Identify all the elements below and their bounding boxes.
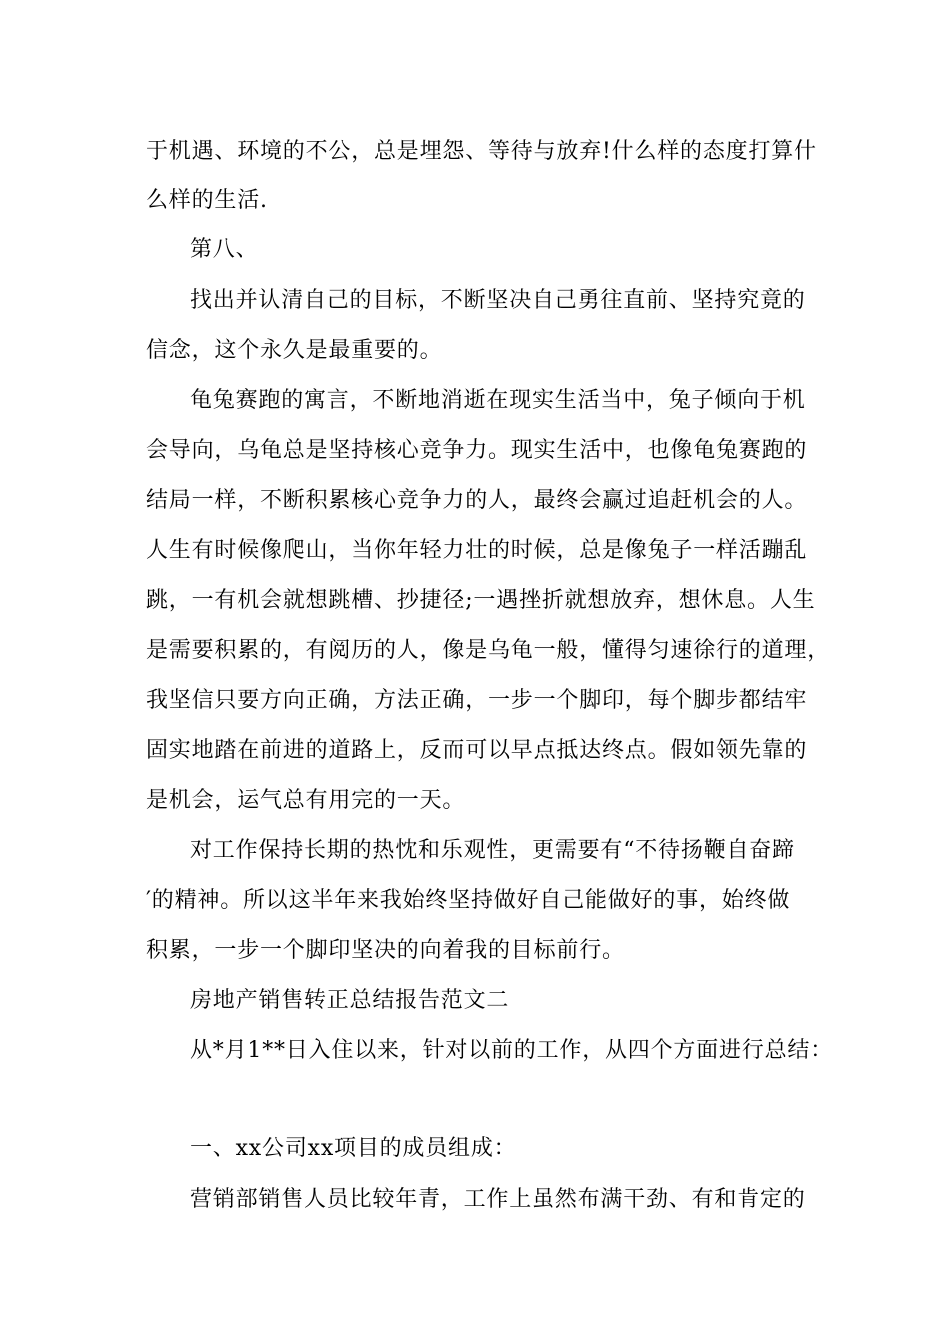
text-line: 信念，这个永久是最重要的。 — [146, 338, 443, 363]
text-line: 是机会，运气总有用完的一天。 — [146, 788, 466, 813]
section-heading: 一、xx公司xx项目的成员组成： — [190, 1136, 517, 1161]
section-title: 房地产销售转正总结报告范文二 — [190, 988, 510, 1013]
text-line: 么样的生活. — [146, 188, 268, 213]
text-line: 会导向，乌龟总是坚持核心竞争力。现实生活中，也像龟兔赛跑的 — [146, 438, 808, 463]
text-line: 跳，一有机会就想跳槽、抄捷径;一遇挫折就想放弃，想休息。人生 — [146, 588, 816, 613]
text-line: 结局一样，不断积累核心竞争力的人，最终会赢过追赶机会的人。 — [146, 488, 808, 513]
text-line: 龟兔赛跑的寓言，不断地消逝在现实生活当中，兔子倾向于机 — [190, 388, 806, 413]
text-line: 从*月1**日入住以来，针对以前的工作，从四个方面进行总结： — [190, 1038, 833, 1063]
text-line: 于机遇、环境的不公，总是埋怨、等待与放弃!什么样的态度打算什 — [146, 139, 817, 164]
section-heading: 第八、 — [190, 237, 259, 262]
text-line: 积累，一步一个脚印坚决的向着我的目标前行。 — [146, 938, 625, 963]
text-line: 营销部销售人员比较年青，工作上虽然布满干劲、有和肯定的 — [190, 1187, 806, 1212]
text-line: 是需要积累的，有阅历的人，像是乌龟一般，懂得匀速徐行的道理， — [146, 638, 831, 663]
text-line: 我坚信只要方向正确，方法正确，一步一个脚印，每个脚步都结牢 — [146, 688, 808, 713]
text-line: ′的精神。所以这半年来我始终坚持做好自己能做好的事，始终做 — [146, 888, 791, 913]
text-line: 固实地踏在前进的道路上，反而可以早点抵达终点。假如领先靠的 — [146, 738, 808, 763]
text-line: 找出并认清自己的目标，不断坚决自己勇往直前、坚持究竟的 — [190, 288, 806, 313]
text-line: 人生有时候像爬山，当你年轻力壮的时候，总是像兔子一样活蹦乱 — [146, 538, 808, 563]
text-line: 对工作保持长期的热忱和乐观性，更需要有“不待扬鞭自奋蹄 — [190, 838, 795, 863]
